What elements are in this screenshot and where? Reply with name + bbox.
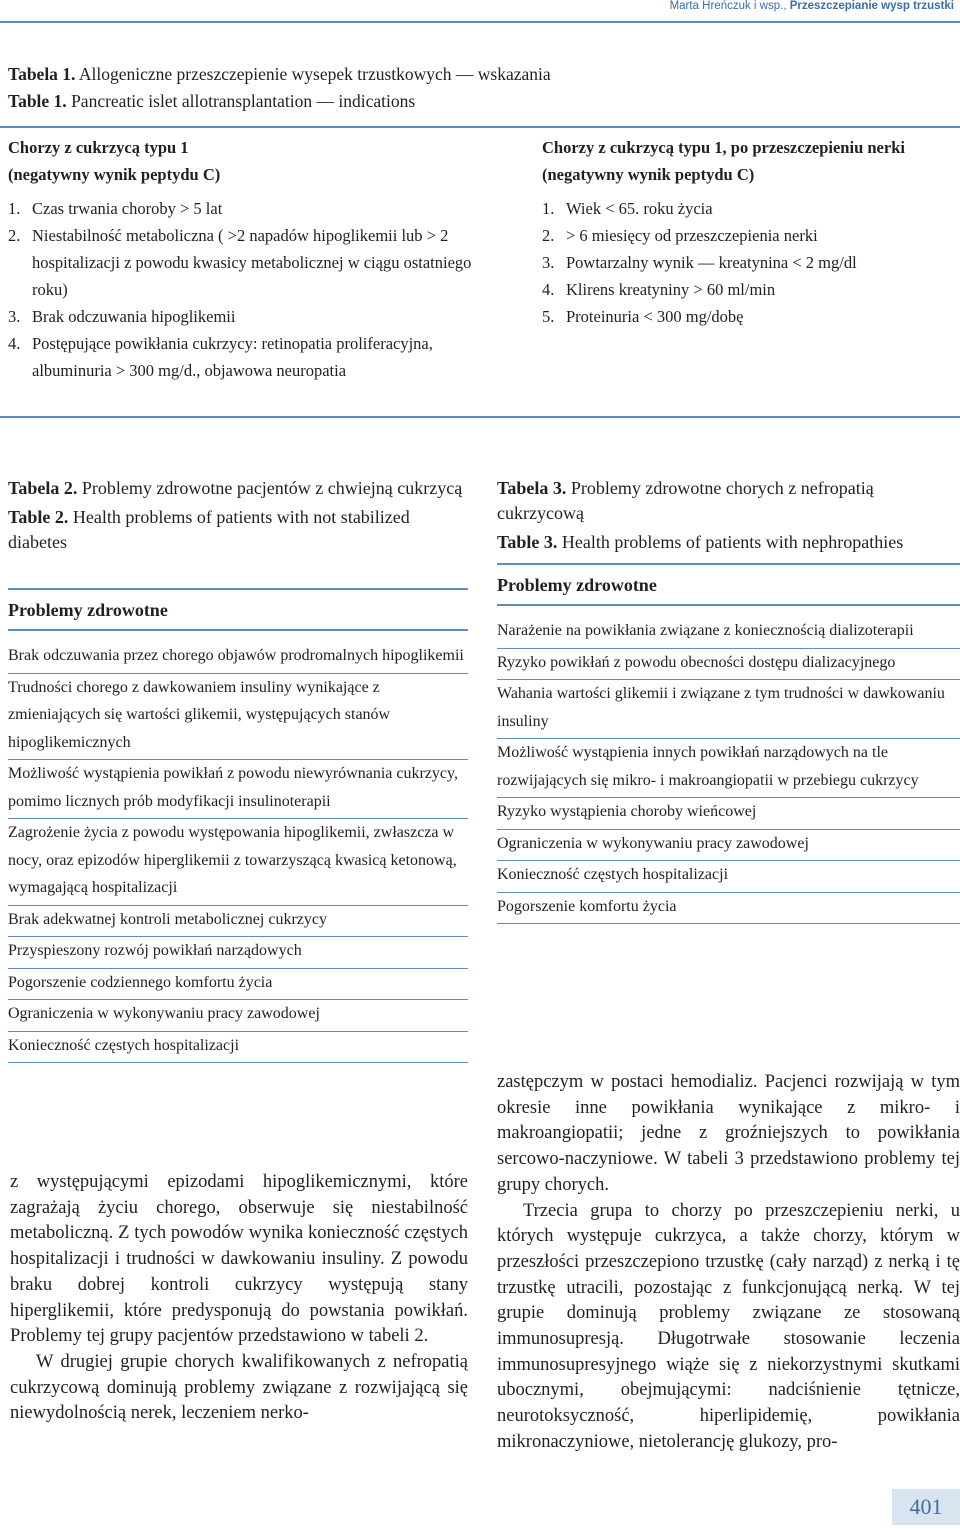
table1-title-pl: Allogeniczne przeszczepienie wysepek trzustkowych — wskazania <box>78 64 551 84</box>
list-item: 3. Brak odczuwania hipoglikemii <box>8 307 236 326</box>
table3-rows <box>497 617 960 924</box>
table-row: Konieczność częstych hospitalizacji <box>8 1032 468 1064</box>
paragraph: Trzecia grupa to chorzy po przeszczepieniu nerki, u których występuje cukrzyca, a także chorzy, którym w przeszłości przeszczepiono trzustkę (cały narząd) z nerką i tę trzustkę utracili, pozostając z funkcjonującą nerką. W tej grupie dominują problemy związane ze stosowaną immunosupresją. Długotrwałe stosowanie leczenia immunosupresyjnego wiąże się z niekorzystnymi skutkami ubocznymi, obejmującymi: nadciśnienie tętnicze, neurotoksyczność, hiperlipidemię, powikłania mikronaczyniowe, nietolerancję glukozy, pro- <box>497 1200 960 1452</box>
table-row: Ograniczenia w wykonywaniu pracy zawodowej <box>497 830 960 862</box>
table1-bottom-rule <box>0 416 960 418</box>
list-item: 4. Postępujące powikłania cukrzycy: retinopatia proliferacyjna, albuminuria > 300 mg/d., objawowa neuropatia <box>8 334 433 380</box>
table1-right-column <box>542 134 960 330</box>
table3-title-pl: Problemy zdrowotne chorych z nefropatią cukrzycową <box>497 478 874 523</box>
table3-header-rule <box>497 604 960 606</box>
list-item: 1. Czas trwania choroby > 5 lat <box>8 199 223 218</box>
table3-label-pl: Tabela 3. <box>497 478 567 498</box>
table-row: Pogorszenie komfortu życia <box>497 893 960 925</box>
table1-left-subheader: (negatywny wynik peptydu C) <box>8 165 221 184</box>
table-row: Możliwość wystąpienia powikłań z powodu niewyrównania cukrzycy, pomimo licznych prób modyfikacji insulinoterapii <box>8 760 468 819</box>
table1-right-subheader: (negatywny wynik peptydu C) <box>542 165 755 184</box>
table-row: Brak odczuwania przez chorego objawów prodromalnych hipoglikemii <box>8 642 468 674</box>
table3-header: Problemy zdrowotne <box>497 575 657 595</box>
list-item: 1. Wiek < 65. roku życia <box>542 199 713 218</box>
table2-label-en: Table 2. <box>8 507 69 527</box>
table-row: Ryzyko powikłań z powodu obecności dostępu dializacyjnego <box>497 649 960 681</box>
table1-title-en: Pancreatic islet allotransplantation — indications <box>71 91 416 111</box>
body-text-left <box>10 1170 468 1427</box>
table-row: Ograniczenia w wykonywaniu pracy zawodowej <box>8 1000 468 1032</box>
table2-rows <box>8 642 468 1063</box>
table2-label-pl: Tabela 2. <box>8 478 78 498</box>
table-row: Trudności chorego z dawkowaniem insuliny wynikające z zmieniających się wartości glikemii, występujących stanów hipoglikemicznych <box>8 674 468 761</box>
table2-title-pl: Problemy zdrowotne pacjentów z chwiejną cukrzycą <box>81 478 463 498</box>
header-rule <box>0 21 960 23</box>
list-item: 5. Proteinuria < 300 mg/dobę <box>542 307 744 326</box>
table2-caption <box>8 476 470 555</box>
page-number: 401 <box>892 1489 960 1525</box>
list-item: 4. Klirens kreatyniny > 60 ml/min <box>542 280 776 299</box>
table-row: Konieczność częstych hospitalizacji <box>497 861 960 893</box>
table1-label-en: Table 1. <box>8 91 67 111</box>
list-item: 3. Powtarzalny wynik — kreatynina < 2 mg/dl <box>542 253 857 272</box>
table-row: Możliwość wystąpienia innych powikłań narządowych na tle rozwijających się mikro- i makroangiopatii w przebiegu cukrzycy <box>497 739 960 798</box>
table3-top-rule <box>497 563 960 565</box>
table2-title-en: Health problems of patients with not stabilized diabetes <box>8 507 410 552</box>
header-authors: Marta Hreńczuk i wsp., <box>669 0 787 12</box>
list-item: 2. Niestabilność metaboliczna ( >2 napadów hipoglikemii lub > 2 hospitalizacji z powodu kwasicy metabolicznej w ciągu ostatniego roku) <box>8 226 472 299</box>
body-text-right <box>497 1070 960 1456</box>
table-row: Narażenie na powikłania związane z koniecznością dializoterapii <box>497 617 960 649</box>
table1-left-column <box>8 134 478 384</box>
table2-top-rule <box>8 588 468 590</box>
table1-label-pl: Tabela 1. <box>8 64 76 84</box>
table-row: Ryzyko wystąpienia choroby wieńcowej <box>497 798 960 830</box>
running-header <box>670 0 954 12</box>
table1-top-rule <box>0 126 960 128</box>
header-title: Przeszczepianie wysp trzustki <box>789 0 954 12</box>
paragraph: W drugiej grupie chorych kwalifikowanych z nefropatią cukrzycową dominują problemy związane z rozwijającą się niewydolnością nerek, leczeniem nerko- <box>10 1351 468 1424</box>
table1-caption <box>8 61 551 115</box>
table1-right-header: Chorzy z cukrzycą typu 1, po przeszczepieniu nerki <box>542 138 905 157</box>
table-row: Pogorszenie codziennego komfortu życia <box>8 969 468 1001</box>
paragraph: z występującymi epizodami hipoglikemicznymi, które zagrażają życiu chorego, obserwuje się niestabilność metaboliczną. Z tych powodów wynika konieczność częstych hospitalizacji i trudności w dawkowaniu insuliny. Z powodu braku dobrej kontroli cukrzycy występują stany hiperglikemii, które predysponują do powstania powikłań. Problemy tej grupy pacjentów przedstawiono w tabeli 2. <box>10 1172 468 1347</box>
table-row: Wahania wartości glikemii i związane z tym trudności w dawkowaniu insuliny <box>497 680 960 739</box>
table3-title-en: Health problems of patients with nephropathies <box>561 532 904 552</box>
table3-caption <box>497 476 959 555</box>
table2-header: Problemy zdrowotne <box>8 600 168 620</box>
table2-header-rule <box>8 629 468 631</box>
table-row: Zagrożenie życia z powodu występowania hipoglikemii, zwłaszcza w nocy, oraz epizodów hiperglikemii z towarzyszącą kwasicą ketonową, wymagającą hospitalizacji <box>8 819 468 906</box>
table3-label-en: Table 3. <box>497 532 558 552</box>
table-row: Brak adekwatnej kontroli metabolicznej cukrzycy <box>8 906 468 938</box>
list-item: 2. > 6 miesięcy od przeszczepienia nerki <box>542 226 818 245</box>
table1-left-header: Chorzy z cukrzycą typu 1 <box>8 138 189 157</box>
table-row: Przyspieszony rozwój powikłań narządowych <box>8 937 468 969</box>
paragraph: zastępczym w postaci hemodializ. Pacjenci rozwijają w tym okresie inne powikłania wynikające z mikro- i makroangiopatii; jedne z groźniejszych to powikłania sercowo-naczyniowe. W tabeli 3 przedstawiono problemy tej grupy chorych. <box>497 1072 960 1195</box>
